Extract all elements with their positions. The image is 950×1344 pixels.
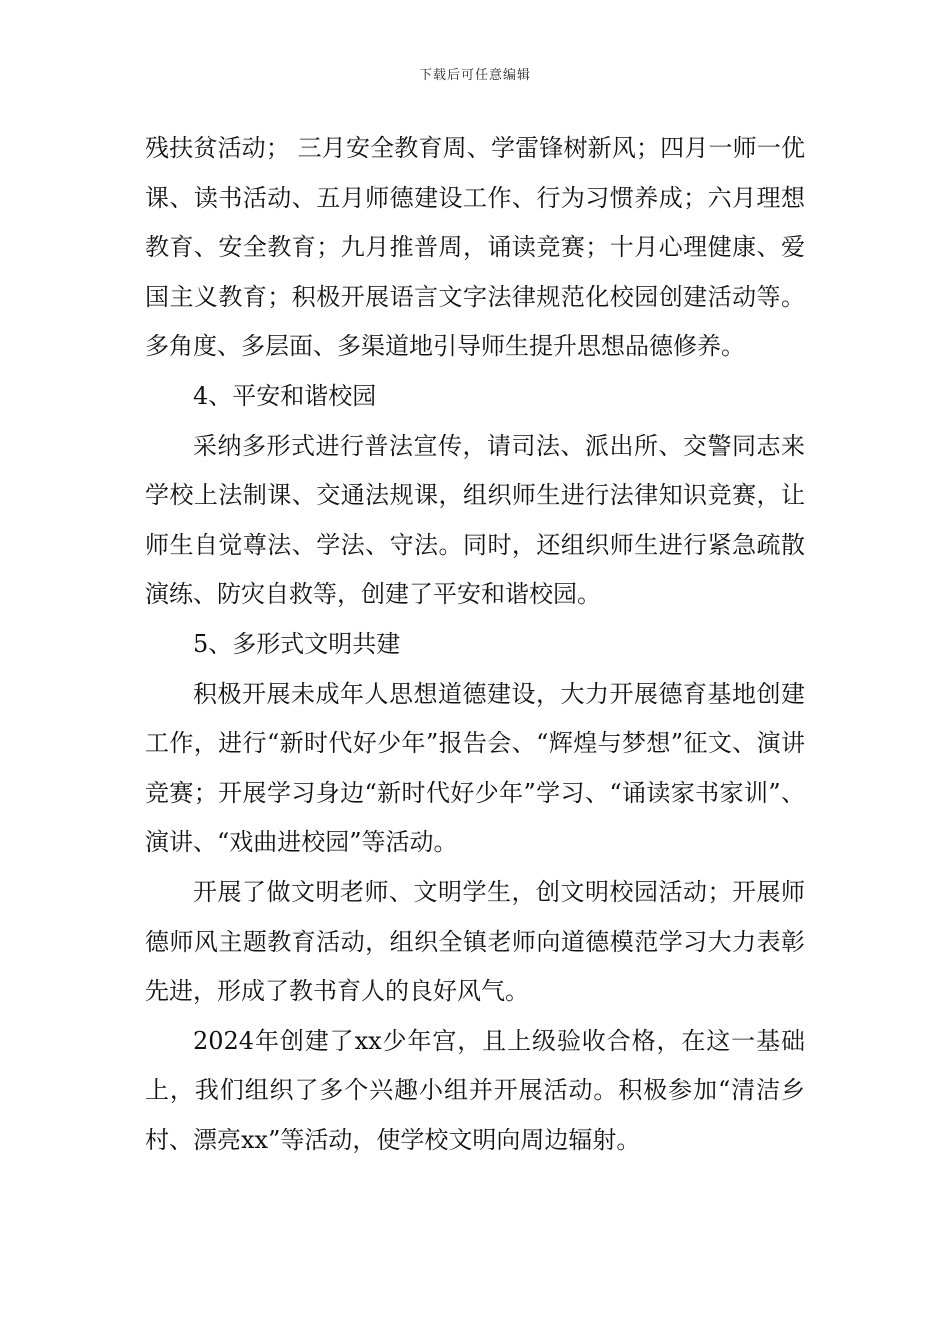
section-heading-civilization: 5、多形式文明共建	[193, 629, 401, 658]
paragraph-activities: 残扶贫活动； 三月安全教育周、学雷锋树新风；四月一师一优课、读书活动、五月师德建设工作、行为习惯养成；六月理想教育、安全教育；九月推普周，诵读竞赛；十月心理健康、爱国主义教育；积极开展语言文字法律规范化校园创建活动等。多角度、多层面、多渠道地引导师生提升思想品德修养。	[145, 134, 805, 361]
paragraph-youth-palace: 2024年创建了xx少年宫，且上级验收合格，在这一基础上，我们组织了多个兴趣小组并开展活动。积极参加“清洁乡村、漂亮xx”等活动，使学校文明向周边辐射。	[145, 1026, 805, 1154]
paragraph-moral-building: 积极开展未成年人思想道德建设，大力开展德育基地创建工作，进行“新时代好少年”报告会、“辉煌与梦想”征文、演讲竞赛；开展学习身边“新时代好少年”学习、“诵读家书家训”、演讲、“戏曲进校园”等活动。	[145, 679, 805, 857]
document-body	[145, 124, 805, 1165]
paragraph-legal-education: 采纳多形式进行普法宣传，请司法、派出所、交警同志来学校上法制课、交通法规课，组织师生进行法律知识竞赛，让师生自觉尊法、学法、守法。同时，还组织师生进行紧急疏散演练、防灾自救等，创建了平安和谐校园。	[145, 431, 805, 609]
paragraph-civilized-teachers: 开展了做文明老师、文明学生，创文明校园活动；开展师德师风主题教育活动，组织全镇老师向道德模范学习大力表彰先进，形成了教书育人的良好风气。	[145, 877, 805, 1006]
section-heading-safe-campus: 4、平安和谐校园	[193, 381, 377, 410]
page-header: 下载后可任意编辑	[418, 68, 531, 83]
